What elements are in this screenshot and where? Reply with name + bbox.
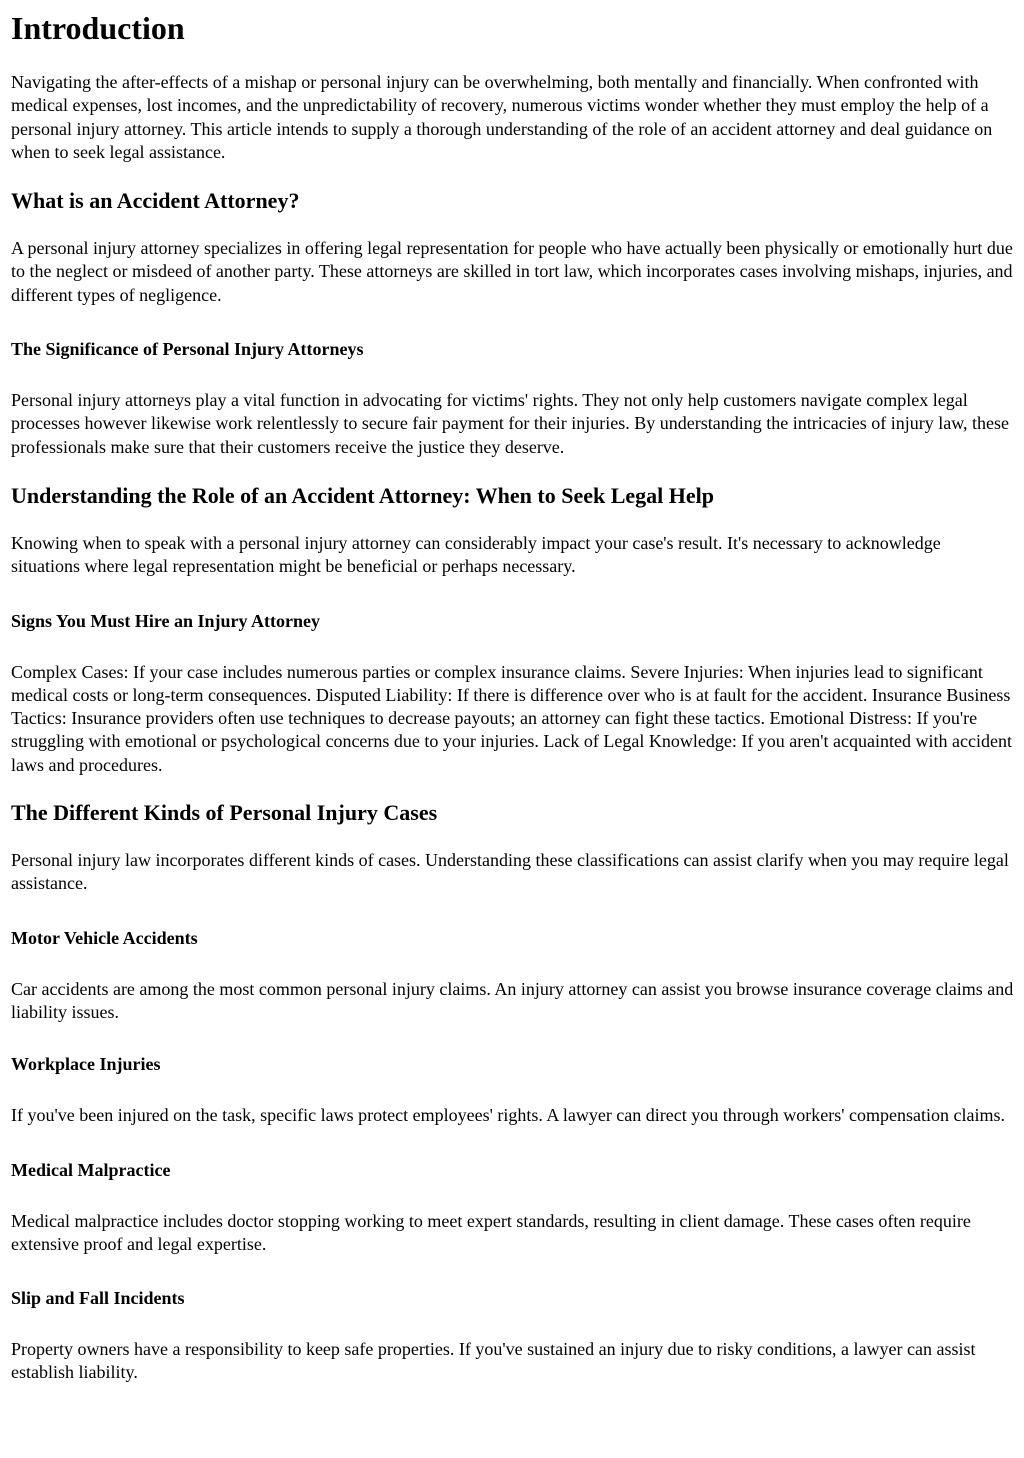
heading-introduction: Introduction [11, 10, 185, 46]
paragraph-medical-malpractice: Medical malpractice includes doctor stopping working to meet expert standards, resulting in client damage. These cases often require extensive proof and legal expertise. [11, 1210, 971, 1254]
heading-understanding-role: Understanding the Role of an Accident Attorney: When to Seek Legal Help [11, 482, 714, 508]
heading-motor-vehicle: Motor Vehicle Accidents [11, 927, 198, 948]
paragraph-workplace: If you've been injured on the task, specific laws protect employees' rights. A lawyer can direct you through workers' compensation claims. [11, 1105, 1005, 1126]
paragraph-significance: Personal injury attorneys play a vital function in advocating for victims' rights. They not only help customers navigate complex legal processes however likewise work relentlessly to secure fair payment for their injuries. By understanding the intricacies of injury law, these professionals make sure that their customers receive the justice they deserve. [11, 390, 1010, 457]
paragraph-kinds-of-cases: Personal injury law incorporates different kinds of cases. Understanding these classifications can assist clarify when you may require legal assistance. [11, 850, 1009, 894]
paragraph-understanding-role: Knowing when to speak with a personal injury attorney can considerably impact your case's result. It's necessary to acknowledge situations where legal representation might be beneficial or perhaps necessary. [11, 532, 941, 577]
paragraph-signs-hire: Complex Cases: If your case includes numerous parties or complex insurance claims. Severe Injuries: When injuries lead to significant medical costs or long-term consequences. Disputed Liability: If there is difference over who is at fault for the accident. Insurance Business Tactics: Insurance providers often use techniques to decrease payouts; an attorney can fight these tactics. Emotional Distress: If you're struggling with emotional or psychological concerns due to your injuries. Lack of Legal Knowledge: If you aren't acquainted with accident laws and procedures. [11, 661, 1012, 775]
heading-slip-and-fall: Slip and Fall Incidents [11, 1288, 185, 1309]
heading-signs-hire: Signs You Must Hire an Injury Attorney [11, 610, 321, 631]
paragraph-what-is-accident-attorney: A personal injury attorney specializes in offering legal representation for people who have actually been physically or emotionally hurt due to the neglect or misdeed of another party. These attorneys are skilled in tort law, which incorporates cases involving mishaps, injuries, and different types of negligence. [11, 238, 1013, 305]
heading-workplace: Workplace Injuries [11, 1054, 161, 1075]
article [0, 12, 1024, 1385]
heading-medical-malpractice: Medical Malpractice [11, 1159, 171, 1180]
heading-kinds-of-cases: The Different Kinds of Personal Injury Cases [11, 800, 438, 826]
paragraph-motor-vehicle: Car accidents are among the most common personal injury claims. An injury attorney can assist you browse insurance coverage claims and liability issues. [11, 978, 1014, 1022]
paragraph-slip-and-fall: Property owners have a responsibility to keep safe properties. If you've sustained an injury due to risky conditions, a lawyer can assist establish liability. [11, 1339, 976, 1383]
heading-what-is-accident-attorney: What is an Accident Attorney? [11, 188, 300, 214]
paragraph-introduction: Navigating the after-effects of a mishap or personal injury can be overwhelming, both mentally and financially. When confronted with medical expenses, lost incomes, and the unpredictability of recovery, numerous victims wonder whether they must employ the help of a personal injury attorney. This article intends to supply a thorough understanding of the role of an accident attorney and deal guidance on when to seek legal assistance. [11, 72, 993, 162]
heading-significance: The Significance of Personal Injury Attorneys [11, 339, 364, 360]
